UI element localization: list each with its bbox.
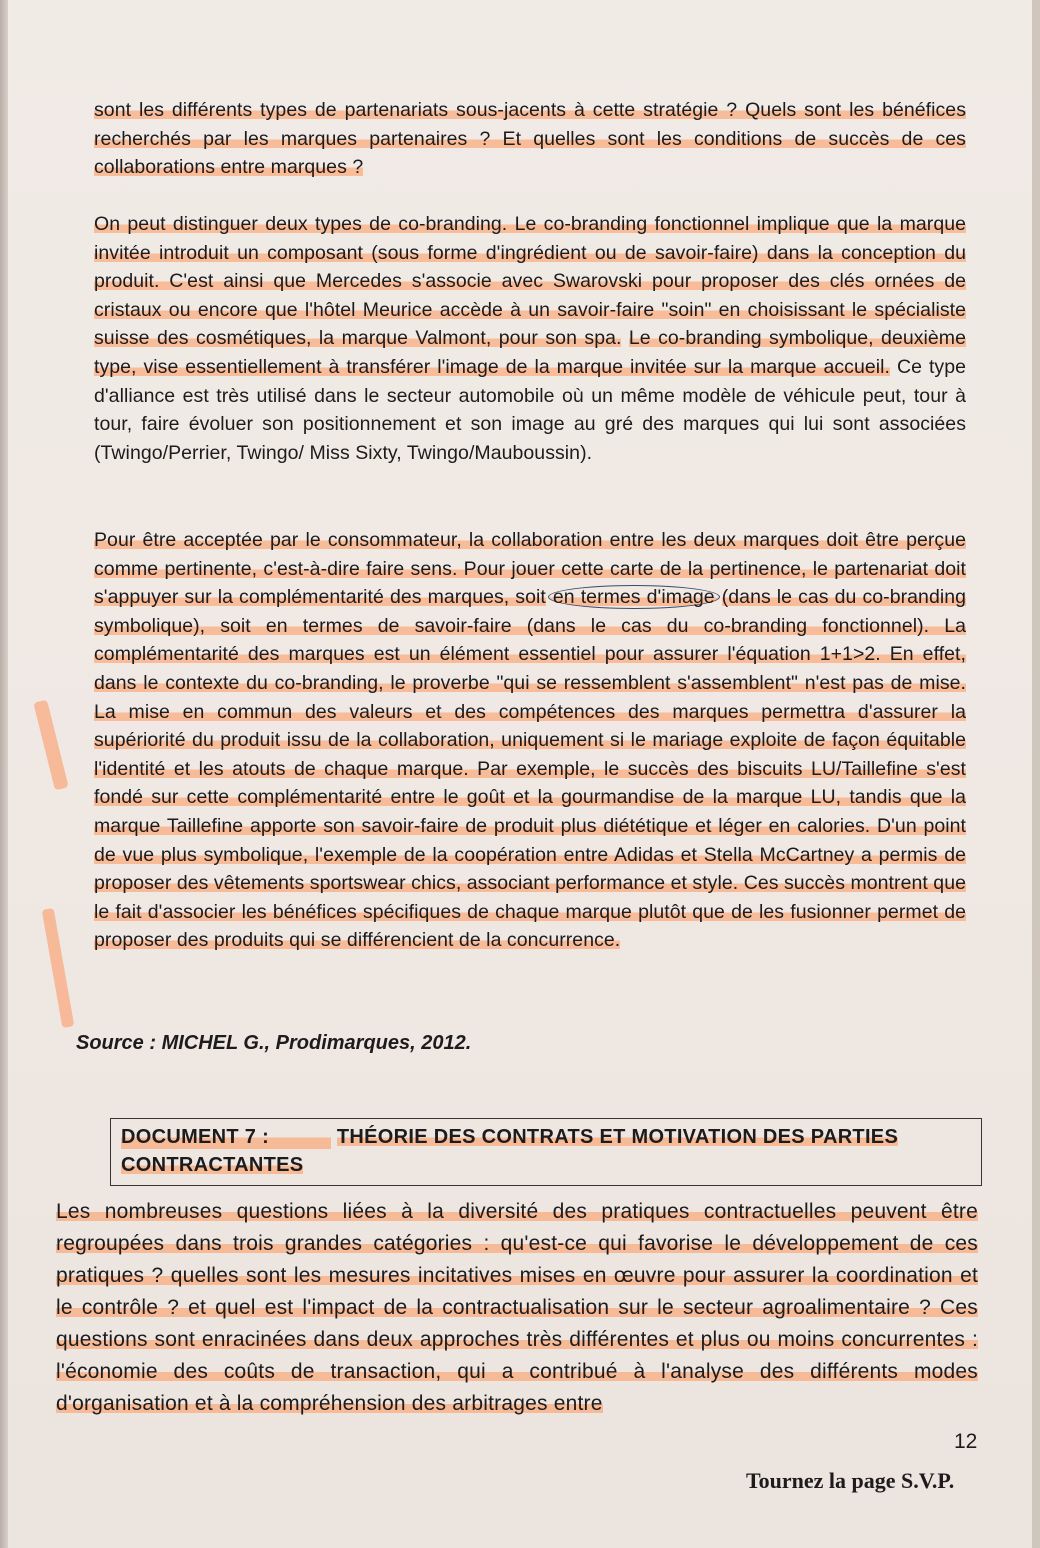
doc6-para3-b: (dans le cas du co-branding symbolique), soit en termes de savoir-faire (dans le cas du co-branding fonctionnel). La complémentarité des marques est un élément essentiel pour assurer l'équation 1+1>2. En effet, dans le contexte du co-branding, le proverbe "qui se ressemblent s'assemblent" n'est pas de mise. La mise en commun des valeurs et des compétences des marques permettra d'assurer la supériorité du produit issu de la collaboration, uniquement si le mariage exploite de façon équitable l'identité et les atouts de chaque marque. Par exemple, le succès des biscuits LU/Taillefine s'est fondé sur cette complémentarité entre le goût et la gourmandise de la marque LU, tandis que la marque Taillefine apporte son savoir-faire de produit plus diététique et léger en calories. D'un point de vue plus symbolique, l'exemple de la coopération entre Adidas et Stella McCartney a permis de proposer des vêtements sportswear chics, associant performance et style. Ces succès montrent que le fait d'associer les bénéfices spécifiques de chaque marque plutôt que de les fusionner permet de proposer des produits qui se différencient de la concurrence. — [94, 586, 967, 952]
doc7-para1: Les nombreuses questions liées à la diversité des pratiques contractuelles peuvent être regroupées dans trois grandes catégories : qu'est-ce qui favorise le développement de ces pratiques ? quelles sont les mesures incitatives mises en œuvre pour assurer la coordination et le contrôle ? et quel est l'impact de la contractualisation sur le secteur agroalimentaire ? Ces questions sont enracinées dans deux approches très différentes et plus ou moins concurrentes : l'économie des coûts de transaction, qui a contribué à l'analyse des différents modes d'organisation et à la compréhension des arbitrages entre — [56, 1200, 978, 1415]
page-edge — [0, 0, 8, 1548]
turn-page-note: Tournez la page S.V.P. — [746, 1468, 955, 1493]
doc6-intro-paragraph — [94, 96, 966, 182]
doc6-para1: sont les différents types de partenariats sous-jacents à cette stratégie ? Quels sont les bénéfices recherchés par les marques partenaires ? Et quelles sont les conditions de succès de ces collaborations entre marques ? — [94, 99, 966, 179]
margin-highlight-stroke — [42, 908, 75, 1028]
doc6-para2-b: Le co-branding symbolique, deuxième type, vise essentiellement à transférer l'image de la marque invitée sur la marque accueil. — [94, 327, 966, 378]
document-7-number: DOCUMENT 7 : — [121, 1123, 331, 1151]
circled-annotation: en termes d'image — [548, 585, 720, 609]
doc6-complementarity-paragraph — [94, 526, 966, 955]
doc6-cobranding-types-paragraph — [94, 210, 966, 467]
margin-highlight-stroke — [33, 700, 68, 791]
doc6-para2-a: On peut distinguer deux types de co-branding. Le co-branding fonctionnel implique que la marque invitée introduit un composant (sous forme d'ingrédient ou de savoir-faire) dans la conception du produit. C'est ainsi que Mercedes s'associe avec Swarovski pour proposer des clés ornées de cristaux ou encore que l'hôtel Meurice accède à un savoir-faire "soin" en choisissant le spécialiste suisse des cosmétiques, la marque Valmont, pour son spa. — [94, 213, 966, 350]
document-page — [8, 0, 1032, 1548]
document-7-title-line1: THÉORIE DES CONTRATS ET MOTIVATION DES PARTIES — [336, 1126, 899, 1148]
page-number: 12 — [954, 1430, 978, 1453]
document-7-body — [56, 1196, 978, 1420]
document-7-title-box — [110, 1118, 982, 1186]
source-citation: Source : MICHEL G., Prodimarques, 2012. — [76, 1032, 472, 1054]
doc6-para3-a: Pour être acceptée par le consommateur, la collaboration entre les deux marques doit être perçue comme pertinente, c'est-à-dire faire sens. Pour jouer cette carte de la pertinence, le partenariat doit s'appuyer sur la complémentarité des marques, soit — [94, 529, 966, 609]
document-7-title-line2: CONTRACTANTES — [121, 1154, 304, 1176]
doc6-para2-c: Ce type d'alliance est très utilisé dans le secteur automobile où un même modèle de véhicule peut, tour à tour, faire évoluer son positionnement et son image au gré des marques qui lui sont associées (Twingo/Perrier, Twingo/ Miss Sixty, Twingo/Mauboussin). — [94, 355, 967, 464]
